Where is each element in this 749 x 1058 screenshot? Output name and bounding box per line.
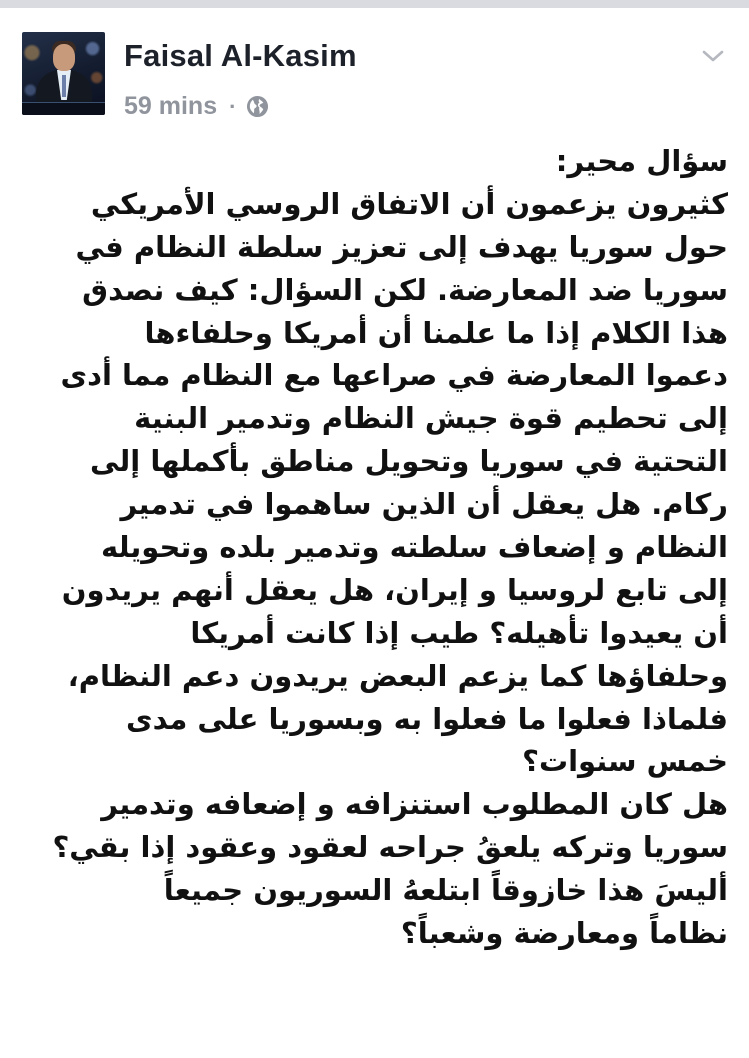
- post-meta: [124, 92, 269, 121]
- post-text-line: نظاماً ومعارضة وشعباً؟: [400, 916, 728, 951]
- post-text: [22, 140, 728, 955]
- post-text-line: دعموا المعارضة في صراعها مع النظام مما أدى: [60, 358, 728, 393]
- post-text-line: أليسَ هذا خازوقاً ابتلعهُ السوريون جميعاً: [163, 873, 728, 908]
- post-text-line: وحلفاؤها كما يزعم البعض يريدون دعم النظام،: [67, 658, 728, 693]
- post-text-line: فلماذا فعلوا ما فعلوا به وبسوريا على مدى: [126, 701, 728, 736]
- post-text-line: كثيرون يزعمون أن الاتفاق الروسي الأمريكي: [90, 186, 728, 221]
- avatar[interactable]: [22, 32, 105, 115]
- meta-separator: ·: [229, 93, 237, 119]
- post-header: [0, 8, 749, 120]
- post-text-line: خمس سنوات؟: [522, 744, 728, 779]
- post-text-line: سوريا وتركه يلعقُ جراحه لعقود وعقود إذا بقي؟: [52, 830, 728, 865]
- post-text-line: هذا الكلام إذا ما علمنا أن أمريكا وحلفاءها: [144, 315, 728, 350]
- post-text-line: إلى تحطيم قوة جيش النظام وتدمير البنية: [134, 401, 728, 436]
- author-name[interactable]: Faisal Al-Kasim: [124, 38, 357, 73]
- post-text-line: ركام. هل يعقل أن الذين ساهموا في تدمير: [120, 487, 728, 522]
- chevron-down-icon[interactable]: [700, 46, 726, 66]
- top-divider: [0, 0, 749, 8]
- post-text-line: حول سوريا يهدف إلى تعزيز سلطة النظام في: [75, 229, 728, 264]
- post-text-line: أن يعيدوا تأهيله؟ طيب إذا كانت أمريكا: [190, 615, 728, 650]
- post-text-line: سوريا ضد المعارضة. لكن السؤال: كيف نصدق: [82, 272, 728, 307]
- post-text-line: إلى تابع لروسيا و إيران، هل يعقل أنهم يريدون: [61, 572, 728, 607]
- post-text-line: التحتية في سوريا وتحويل مناطق بأكملها إلى: [90, 444, 728, 479]
- post-time[interactable]: 59 mins: [124, 92, 218, 120]
- post-text-line: سؤال محير:: [555, 144, 728, 178]
- globe-icon[interactable]: [246, 95, 269, 118]
- post-text-line: النظام و إضعاف سلطته وتدمير بلده وتحويله: [100, 530, 728, 565]
- post-text-line: هل كان المطلوب استنزافه و إضعافه وتدمير: [101, 787, 728, 822]
